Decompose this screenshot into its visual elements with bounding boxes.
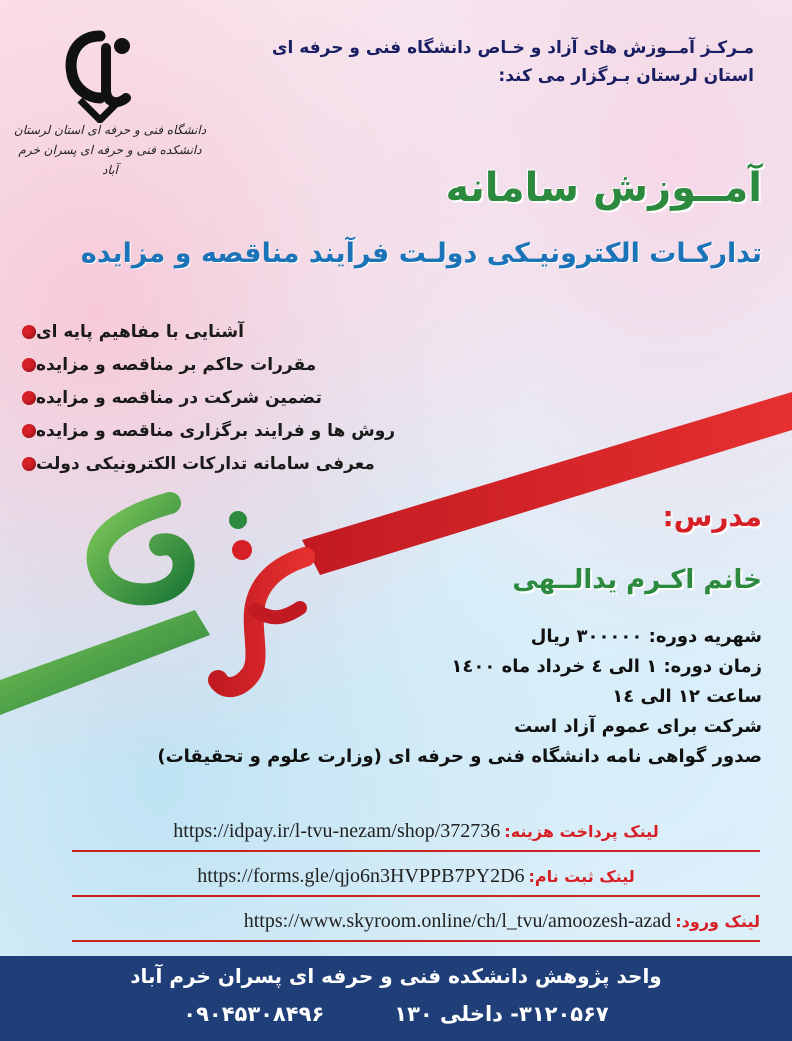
topics-list — [12, 315, 462, 480]
register-link[interactable]: https://forms.gle/qjo6n3HVPPB7PY2D6 — [197, 864, 525, 887]
teacher-name: خانم اکـرم یدالــهی — [512, 565, 762, 595]
bullet-icon — [22, 358, 36, 372]
list-item — [12, 348, 462, 381]
course-details — [42, 622, 762, 772]
footer-unit: واحد پژوهش دانشکده فنی و حرفه ای پسران خرم آباد — [130, 964, 662, 988]
list-item — [12, 315, 462, 348]
payment-link-row — [72, 812, 760, 852]
teacher-label: مدرس: — [662, 500, 762, 533]
footer-phone: ۳۱۲۰۵۶۷- داخلی ۱۳۰ — [394, 1002, 609, 1026]
page-subtitle: تدارکـات الکترونیـکی دولـت فرآیند مناقصه و مزایده — [80, 238, 762, 269]
payment-link[interactable]: https://idpay.ir/l-tvu-nezam/shop/372736 — [173, 819, 501, 842]
list-item — [12, 414, 462, 447]
course-open-note: شرکت برای عموم آزاد است — [514, 716, 762, 737]
login-link-row — [72, 902, 760, 942]
topic-text: تضمین شرکت در مناقصه و مزایده — [36, 387, 322, 408]
page-title: آمــوزش سامانه — [445, 165, 762, 211]
course-fee: شهریه دوره: ۳۰۰۰۰۰ ریال — [530, 626, 762, 647]
footer-contacts — [0, 1002, 792, 1026]
header-text — [194, 34, 754, 90]
logo-caption-line2: دانشکده فنی و حرفه ای پسران خرم آباد — [18, 143, 202, 177]
list-item — [12, 381, 462, 414]
bullet-icon — [22, 391, 36, 405]
course-certificate: صدور گواهی نامه دانشگاه فنی و حرفه ای (وزارت علوم و تحقیقات) — [157, 746, 762, 767]
logo-caption — [10, 120, 210, 180]
topic-text: مقررات حاکم بر مناقصه و مزایده — [36, 354, 317, 375]
register-link-label: لینک ثبت نام: — [528, 866, 635, 886]
bullet-icon — [22, 424, 36, 438]
topic-text: معرفی سامانه تدارکات الکترونیکی دولت — [36, 453, 375, 474]
login-link-label: لینک ورود: — [675, 911, 760, 931]
logo-caption-line1: دانشگاه فنی و حرفه ای استان لرستان — [13, 123, 207, 137]
topic-text: آشنایی با مفاهیم پایه ای — [36, 321, 244, 342]
header-line1: مـرکـز آمــوزش های آزاد و خـاص دانشگاه فنی و حرفه ای — [271, 38, 754, 58]
login-link[interactable]: https://www.skyroom.online/ch/l_tvu/amoozesh-azad — [243, 909, 672, 932]
register-link-row — [72, 857, 760, 897]
university-logo-icon — [60, 28, 140, 123]
bullet-icon — [22, 457, 36, 471]
course-hours: ساعت ۱۲ الی ۱٤ — [612, 686, 762, 707]
footer-mobile: ۰۹۰۴۵۳۰۸۴۹۶ — [183, 1002, 325, 1026]
course-dates: زمان دوره: ۱ الی ٤ خرداد ماه ۱٤۰۰ — [451, 656, 762, 677]
topic-text: روش ها و فرایند برگزاری مناقصه و مزایده — [36, 420, 396, 441]
payment-link-label: لینک پرداخت هزینه: — [504, 821, 659, 841]
bullet-icon — [22, 325, 36, 339]
header-line2: استان لرستان بـرگزار می کند: — [498, 66, 754, 86]
list-item — [12, 447, 462, 480]
